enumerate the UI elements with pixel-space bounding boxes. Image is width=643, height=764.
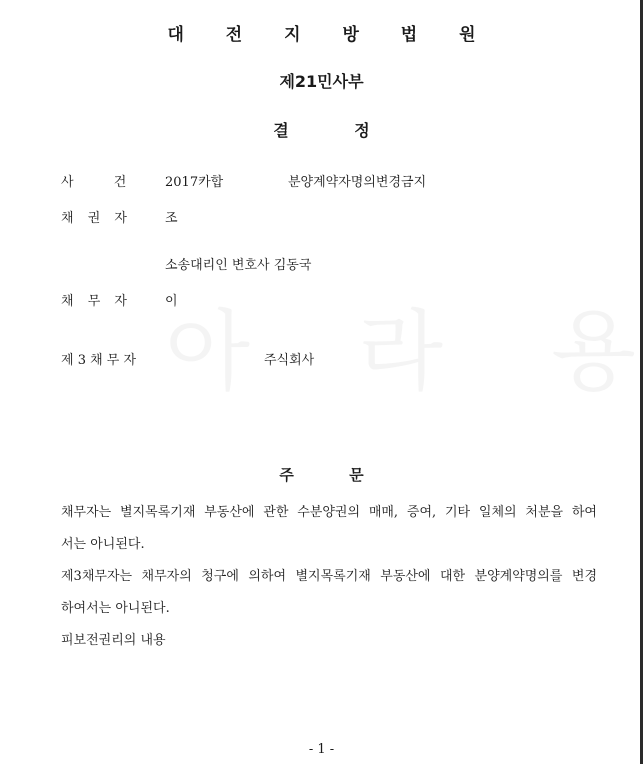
order-paragraph-2: [61, 561, 597, 625]
division-title: 제21민사부: [279, 72, 364, 91]
creditor-label: 채 권 자: [61, 211, 127, 226]
case-row: [61, 171, 427, 190]
case-number: 2017카합: [165, 175, 224, 190]
watermark: [165, 282, 643, 408]
order-paragraph-3: [61, 625, 597, 657]
creditor-row: [61, 207, 178, 226]
debtor-label: 채 무 자: [61, 294, 127, 309]
order-paragraph-1: [61, 497, 597, 561]
order-paragraph-1-line-2: 서는 아니된다.: [61, 537, 145, 552]
order-paragraph-2-line-2: 하여서는 아니된다.: [61, 601, 170, 616]
court-title: 대 전 지 방 법 원: [167, 25, 494, 45]
order-paragraph-1-line-1: 채무자는 별지목록기재 부동산에 관한 수분양권의 매매, 증여, 기타 일체의 처분을 하여: [61, 505, 597, 520]
preserved-right-heading: 피보전권리의 내용: [61, 633, 166, 648]
order-paragraph-2-line-1: 제3채무자는 채무자의 청구에 의하여 별지목록기재 부동산에 대한 분양계약명의를 변경: [61, 569, 597, 584]
debtor-name: 이: [165, 294, 178, 309]
third-debtor-label: 제 3 채 무 자: [61, 353, 137, 368]
case-name: 분양계약자명의변경금지: [288, 175, 427, 190]
creditor-name: 조: [165, 211, 178, 226]
page-number: - 1 -: [308, 742, 335, 757]
third-debtor-company: 주식회사: [264, 353, 315, 368]
decision-title: 결 정: [273, 121, 370, 140]
case-label: 사 건: [61, 175, 127, 190]
order-heading: 주 문: [279, 466, 364, 484]
attorney-row: [165, 254, 311, 273]
creditor-attorney: 소송대리인 변호사 김동국: [165, 258, 312, 273]
debtor-row: [61, 290, 178, 309]
third-debtor-row: [61, 349, 315, 368]
